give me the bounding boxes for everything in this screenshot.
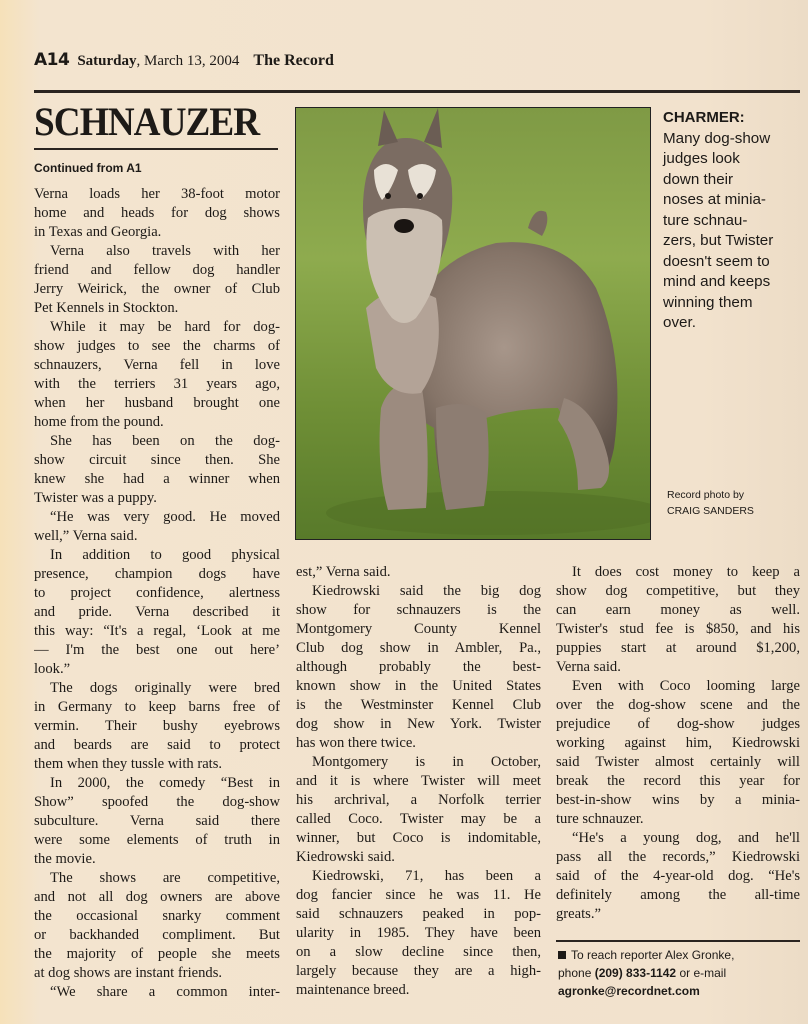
article-line: home and heads for dog shows [34,205,280,221]
article-line: has won there twice. [296,735,416,751]
article-column-2 [296,563,541,1000]
article-line: were some elements of truth in [34,832,280,848]
article-line: the majority of people she meets [34,946,280,962]
article-line: Kiedrowski said the big dog [312,583,541,599]
article-line: can earn money as well. [556,602,800,618]
article-line: Kiedrowski said. [296,849,395,865]
article-line: Twister was a puppy. [34,490,157,506]
article-line: Twister's stud fee is $850, and his [556,621,800,637]
article-line: in Germany to keep barns free of [34,699,280,715]
article-line: dog fancier since he was 11. He [296,887,541,903]
article-line: Kiedrowski, 71, has been a [312,868,541,884]
article-line: well,” Verna said. [34,528,138,544]
article-line: In addition to good physical [50,547,280,563]
article-line: best-in-show wins by a minia- [556,792,800,808]
square-bullet-icon [558,951,566,959]
article-line: when her husband brought one [34,395,280,411]
article-line: “He's a young dog, and he'll [572,830,800,846]
photographer-name: CRAIG SANDERS [667,505,754,517]
article-line: The dogs originally were bred [50,680,280,696]
article-line: to project confidence, alertness [34,585,280,601]
headline-rule [34,148,278,150]
article-line: Even with Coco looming large [572,678,800,694]
photo-credit [667,487,807,519]
publication-date: , March 13, 2004 [136,53,240,69]
reporter-rule [556,940,800,942]
page-number: A14 [34,50,70,70]
article-line: vermin. Their bushy eyebrows [34,718,280,734]
email-label: or e-mail [676,966,727,980]
article-line: Montgomery is in October, [312,754,541,770]
article-line: break the record this year for [556,773,800,789]
caption-text: Many dog-show judges look down their noses at minia- ture schnau- zers, but Twister doesn't seem to mind and keeps winning them over. [663,129,774,331]
article-line: — I'm the best one out here’ [34,642,280,658]
reporter-contact [558,946,802,1000]
continued-from: Continued from A1 [34,161,142,175]
article-line: on a slow decline since then, [296,944,541,960]
article-line: his archrival, a Norfolk terrier [296,792,541,808]
article-line: Jerry Weirick, the owner of Club [34,281,280,297]
article-line: Verna loads her 38-foot motor [34,186,280,202]
article-line: dog show in New York. Twister [296,716,541,732]
article-line: although probably the best- [296,659,541,675]
article-line: at dog shows are instant friends. [34,965,223,981]
article-line: Montgomery County Kennel [296,621,541,637]
caption-heading: CHARMER: [663,109,745,126]
reporter-phone-line [558,964,802,982]
article-line: known show in the United States [296,678,541,694]
article-line: While it may be hard for dog- [50,319,280,335]
article-line: presence, champion dogs have [34,566,280,582]
article-line: It does cost money to keep a [572,564,800,580]
photo-credit-line: Record photo by [667,489,745,501]
photo-caption [663,108,803,334]
article-column-3 [556,563,800,924]
article-line: friend and fellow dog handler [34,262,280,278]
article-line: the movie. [34,851,96,867]
article-line: Show” spoofed the dog-show [34,794,280,810]
article-line: called Coco. Twister may be a [296,811,541,827]
reporter-line [558,946,802,964]
article-line: “We share a common inter- [50,984,280,1000]
article-line: est,” Verna said. [296,564,391,580]
article-line: show dog competitive, but they [556,583,800,599]
article-line: and pride. Verna described it [34,604,280,620]
article-line: said of the 4-year-old dog. “He's [556,868,800,884]
article-line: show judges to see the charms of [34,338,280,354]
article-line: Pet Kennels in Stockton. [34,300,179,316]
article-line: ularity in 1985. They have been [296,925,541,941]
publication-day: Saturday [77,53,137,69]
article-line: Verna also travels with her [50,243,280,259]
article-line: subculture. Verna said there [34,813,280,829]
article-line: this way: “It's a regal, ‘Look at me [34,623,280,639]
article-line: Verna said. [556,659,621,675]
article-line: said schnauzers peaked in pop- [296,906,541,922]
article-line: definitely among the all-time [556,887,800,903]
article-line: or backhanded compliment. But [34,927,280,943]
article-line: them when they tussle with rats. [34,756,223,772]
article-line: puppies start at around $1,200, [556,640,800,656]
article-line: with the terriers 31 years ago, [34,376,280,392]
phone-label: phone [558,966,595,980]
reporter-intro: To reach reporter Alex Gronke, [571,948,735,962]
article-line: home from the pound. [34,414,164,430]
article-line: said Twister almost certainly will [556,754,800,770]
article-line: Club dog show in Ambler, Pa., [296,640,541,656]
reporter-email[interactable]: agronke@recordnet.com [558,984,700,998]
reporter-phone: (209) 833-1142 [594,966,677,980]
article-line: She has been on the dog- [50,433,280,449]
article-line: prejudice of dog-show judges [556,716,800,732]
schnauzer-illustration [296,108,650,539]
article-line: working against him, Kiedrowski [556,735,800,751]
article-line: largely because they are a high- [296,963,541,979]
article-line: The shows are competitive, [50,870,280,886]
article-line: “He was very good. He moved [50,509,280,525]
article-line: knew she had a winner when [34,471,280,487]
article-line: winner, but Coco is indomitable, [296,830,541,846]
headline: SCHNAUZER [34,99,260,144]
article-line: and not all dog owners are above [34,889,280,905]
article-line: pass all the records,” Kiedrowski [556,849,800,865]
article-line: maintenance breed. [296,982,410,998]
header-rule [34,90,800,93]
article-line: schnauzers, Verna fell in love [34,357,280,373]
article-line: look.” [34,661,71,677]
article-line: In 2000, the comedy “Best in [50,775,280,791]
miniature-schnauzer-photo [295,107,651,540]
article-line: the occasional snarky comment [34,908,280,924]
article-line: ture schnauzer. [556,811,644,827]
article-line: greats.” [556,906,601,922]
article-line: show circuit since then. She [34,452,280,468]
publication-name: The Record [253,52,334,69]
page-header [34,50,774,74]
article-line: and beards are said to protect [34,737,280,753]
article-column-1 [34,185,280,1002]
article-line: in Texas and Georgia. [34,224,162,240]
article-line: is the Westminster Kennel Club [296,697,541,713]
article-line: show for schnauzers is the [296,602,541,618]
article-line: over the dog-show scene and the [556,697,800,713]
article-line: and it is where Twister will meet [296,773,541,789]
